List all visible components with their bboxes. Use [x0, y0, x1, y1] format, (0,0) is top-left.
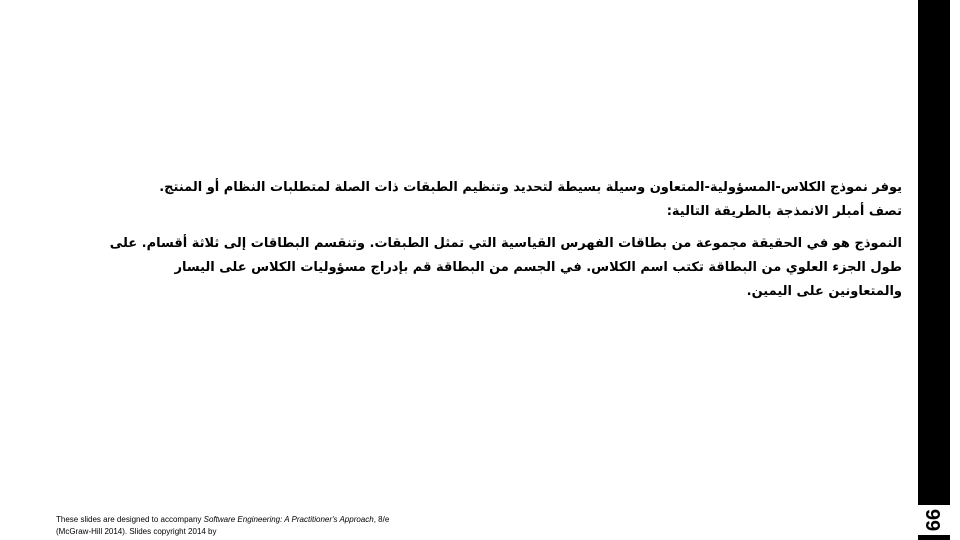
copyright-footer [56, 514, 396, 538]
quote-line-1: النموذج هو في الحقيقة مجموعة من بطاقات الفهرس القياسية التي تمثل الطبقات. وتنقسم البطاقات إلى ثلاثة أقسام. على [109, 236, 902, 251]
intro-paragraph [122, 176, 902, 224]
page-number: 66 [914, 505, 954, 535]
quote-paragraph [102, 232, 902, 304]
footer-book-title: Software Engineering: A Practitioner's Approach [203, 515, 374, 524]
footer-suffix: , 8/e (McGraw-Hill 2014). Slides copyright 2014 by [56, 515, 390, 536]
footer-prefix: These slides are designed to accompany [56, 515, 204, 524]
intro-line-2: تصف أمبلر الانمذجة بالطريقة التالية: [666, 204, 902, 219]
right-side-bar [918, 0, 950, 540]
quote-line-3: والمتعاونين على اليمين. [746, 284, 902, 299]
intro-line-1: يوفر نموذج الكلاس-المسؤولية-المتعاون وسيلة بسيطة لتحديد وتنظيم الطبقات ذات الصلة لمتطلبات النظام أو المنتج. [159, 180, 902, 195]
quote-line-2: طول الجزء العلوي من البطاقة تكتب اسم الكلاس. في الجسم من البطاقة قم بإدراج مسؤوليات الكلاس على اليسار [174, 260, 902, 275]
